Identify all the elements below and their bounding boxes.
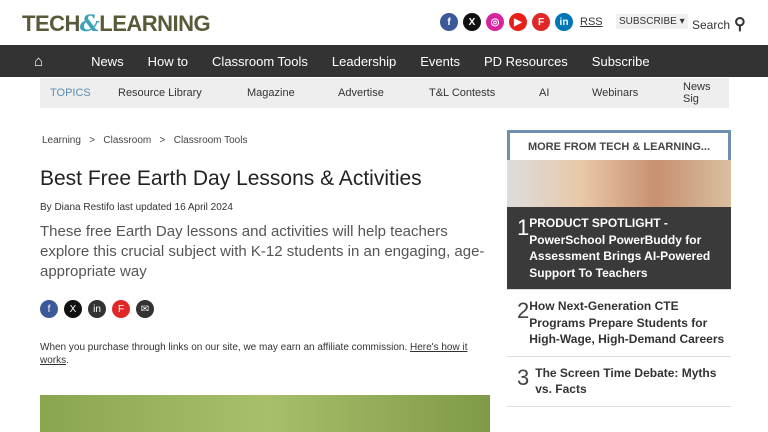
search-icon: ⚲ <box>734 16 746 33</box>
affiliate-text: When you purchase through links on our site, we may earn an affiliate commission. <box>40 342 410 353</box>
topic-link[interactable]: News Sig <box>683 81 711 105</box>
flipboard-share-icon[interactable]: F <box>112 300 130 318</box>
site-logo[interactable]: TECH&LEARNING <box>22 11 211 37</box>
nav-item[interactable]: PD Resources <box>483 53 568 69</box>
affiliate-link[interactable]: Here's how it works <box>40 342 468 366</box>
home-icon[interactable]: ⌂ <box>34 52 44 70</box>
item-number: 3 <box>517 364 530 390</box>
nav-item[interactable]: News <box>91 53 124 69</box>
sidebar-image[interactable] <box>507 160 731 207</box>
facebook-icon[interactable]: f <box>440 13 458 31</box>
email-share-icon[interactable]: ✉ <box>136 300 154 318</box>
nav-item[interactable]: Classroom Tools <box>212 53 308 69</box>
breadcrumb[interactable]: Learning > Classroom > Classroom Tools <box>42 135 248 146</box>
topic-link[interactable]: Resource Library <box>118 87 202 99</box>
search-label: Search <box>692 18 731 32</box>
sidebar-more-from <box>507 130 731 407</box>
nav-item[interactable]: Subscribe <box>591 53 650 69</box>
article-summary: These free Earth Day lessons and activities will help teachers explore this crucial subject with K-12 students in an engaging, age-appropriate way <box>40 223 485 280</box>
linkedin-icon[interactable]: in <box>555 13 573 31</box>
nav-item[interactable]: Leadership <box>331 53 397 69</box>
topic-link[interactable]: Advertise <box>338 87 384 99</box>
header <box>0 0 768 45</box>
x-icon[interactable]: X <box>463 13 481 31</box>
nav-item[interactable]: How to <box>147 53 189 69</box>
facebook-share-icon[interactable]: f <box>40 300 58 318</box>
hero-image <box>40 395 490 432</box>
byline: By Diana Restifo last updated 16 April 2024 <box>40 202 233 213</box>
rss-link[interactable]: RSS <box>580 16 603 28</box>
item-title[interactable]: PRODUCT SPOTLIGHT - PowerSchool PowerBuddy for Assessment Brings AI-Powered Support To Teachers <box>529 216 711 280</box>
topic-link[interactable]: Webinars <box>592 87 639 99</box>
topic-link[interactable]: T&L Contests <box>429 87 496 99</box>
topic-link[interactable]: AI <box>539 87 550 99</box>
sidebar-heading: MORE FROM TECH & LEARNING... <box>507 130 731 160</box>
nav-item[interactable]: Events <box>420 53 460 69</box>
affiliate-end: . <box>66 355 69 366</box>
search-button[interactable] <box>692 14 746 34</box>
x-share-icon[interactable]: X <box>64 300 82 318</box>
item-title[interactable]: How Next-Generation CTE Programs Prepare Students for High-Wage, High-Demand Careers <box>529 299 725 346</box>
topics-bar <box>40 78 729 108</box>
sidebar-item[interactable] <box>507 207 731 290</box>
page-title: Best Free Earth Day Lessons & Activities <box>40 167 422 190</box>
main-nav <box>0 45 768 77</box>
share-buttons <box>40 300 154 318</box>
topics-label[interactable]: TOPICS <box>50 87 91 99</box>
sidebar-item[interactable] <box>507 357 731 407</box>
youtube-icon[interactable]: ▶ <box>509 13 527 31</box>
affiliate-notice <box>40 341 490 367</box>
linkedin-share-icon[interactable]: in <box>88 300 106 318</box>
social-links <box>440 13 603 31</box>
item-number: 1 <box>517 215 530 240</box>
subscribe-dropdown[interactable]: SUBSCRIBE ▾ <box>616 14 688 29</box>
sidebar-item[interactable] <box>507 290 731 357</box>
topic-link[interactable]: Magazine <box>247 87 295 99</box>
instagram-icon[interactable]: ◎ <box>486 13 504 31</box>
item-title[interactable]: The Screen Time Debate: Myths vs. Facts <box>535 365 717 396</box>
item-number: 2 <box>517 298 530 323</box>
flipboard-icon[interactable]: F <box>532 13 550 31</box>
